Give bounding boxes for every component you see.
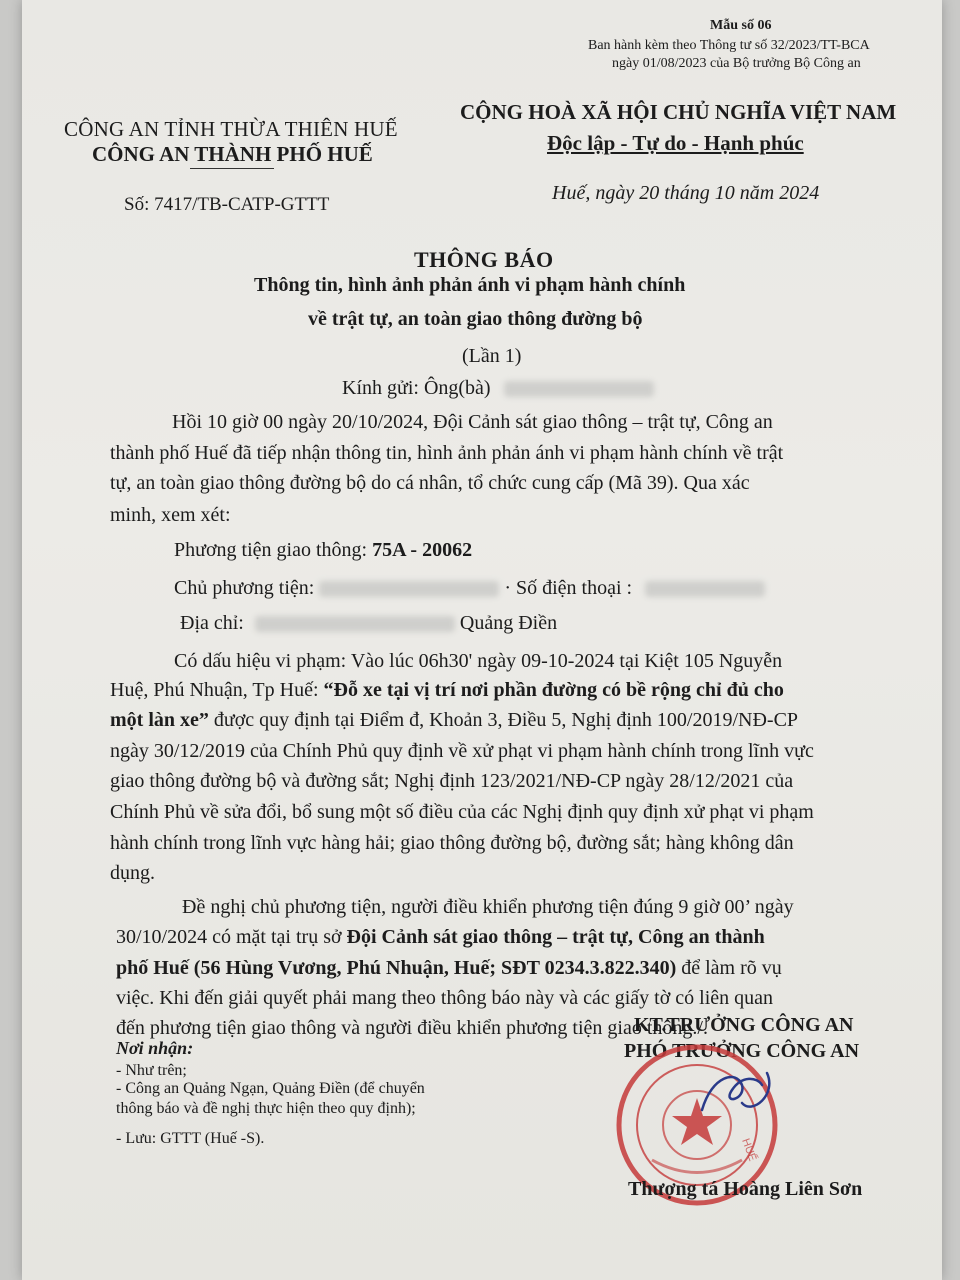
intro-line-1: Hồi 10 giờ 00 ngày 20/10/2024, Đội Cảnh sát giao thông – trật tự, Công an xyxy=(172,411,773,433)
recipient-line xyxy=(342,373,654,403)
document-title: THÔNG BÁO xyxy=(414,247,554,272)
license-plate: 75A - 20062 xyxy=(372,539,473,561)
request-line-2 xyxy=(116,922,765,952)
address-label: Địa chỉ: xyxy=(180,612,244,634)
handwritten-signature-icon xyxy=(682,1055,802,1135)
notice-count: (Lần 1) xyxy=(462,345,522,367)
signer-title-1: KT.TRƯỞNG CÔNG AN xyxy=(634,1014,854,1036)
intro-line-4: minh, xem xét: xyxy=(110,504,231,526)
recipients-item-1: - Như trên; xyxy=(116,1062,187,1079)
violation-legal-basis: được quy định tại Điểm đ, Khoản 3, Điều 5, Nghị định 100/2019/NĐ-CP xyxy=(208,709,799,731)
document-subtitle-1: Thông tin, hình ảnh phản ánh vi phạm hành chính xyxy=(254,274,686,296)
national-motto: Độc lập - Tự do - Hạnh phúc xyxy=(547,131,804,155)
request-line-4: việc. Khi đến giải quyết phải mang theo thông báo này và các giấy tờ có liên quan xyxy=(116,987,774,1009)
request-line-3 xyxy=(116,953,782,983)
intro-line-2: thành phố Huế đã tiếp nhận thông tin, hình ảnh phản ánh vi phạm hành chính về trật xyxy=(110,442,784,464)
violation-description: “Đỗ xe tại vị trí nơi phần đường có bề rộng chỉ đủ cho xyxy=(323,679,784,701)
signer-title-2: PHÓ TRƯỞNG CÔNG AN xyxy=(624,1040,860,1062)
form-number: Mẫu số 06 xyxy=(710,18,772,33)
recipients-item-2b: thông báo và đề nghị thực hiện theo quy định); xyxy=(116,1100,416,1117)
redacted-address xyxy=(255,616,455,632)
recipients-item-3: - Lưu: GTTT (Huế -S). xyxy=(116,1130,265,1147)
document-number: Số: 7417/TB-CATP-GTTT xyxy=(124,194,330,215)
recipient-label: Kính gửi: Ông(bà) xyxy=(342,377,491,399)
issue-date: Huế, ngày 20 tháng 10 năm 2024 xyxy=(552,182,820,204)
violation-description-end: một làn xe” xyxy=(110,709,209,731)
header-left-underline xyxy=(190,168,274,169)
violation-line-7: hành chính trong lĩnh vực hàng hải; giao thông đường bộ, đường sắt; hàng không dân xyxy=(110,832,794,854)
violation-line-6: Chính Phủ về sửa đổi, bổ sung một số điều của các Nghị định quy định xử phạt vi phạm xyxy=(110,801,814,823)
form-issued-line1: Ban hành kèm theo Thông tư số 32/2023/TT-BCA xyxy=(588,38,870,53)
redacted-phone xyxy=(645,581,765,597)
document-subtitle-2: về trật tự, an toàn giao thông đường bộ xyxy=(308,308,643,330)
vehicle-line xyxy=(174,535,472,565)
request-line-1: Đề nghị chủ phương tiện, người điều khiển phương tiện đúng 9 giờ 00’ ngày xyxy=(182,896,794,918)
violation-location: Huệ, Phú Nhuận, Tp Huế: xyxy=(110,679,324,701)
intro-line-3: tự, an toàn giao thông đường bộ do cá nhân, tổ chức cung cấp (Mã 39). Qua xác xyxy=(110,472,750,494)
redacted-owner-name xyxy=(319,581,499,597)
violation-line-8: dụng. xyxy=(110,862,155,884)
violation-line-3 xyxy=(110,705,798,735)
request-address: phố Huế (56 Hùng Vương, Phú Nhuận, Huế; SĐT 0234.3.822.340) xyxy=(116,957,677,979)
owner-line xyxy=(174,573,765,603)
recipients-label: Nơi nhận: xyxy=(116,1038,194,1058)
form-issued-line2: ngày 01/08/2023 của Bộ trưởng Bộ Công an xyxy=(612,56,861,71)
agency-province: CÔNG AN TỈNH THỪA THIÊN HUẾ xyxy=(64,117,398,141)
request-line-5: đến phương tiện giao thông và người điều khiển phương tiện giao thông./. xyxy=(116,1017,708,1039)
violation-line-1: Có dấu hiệu vi phạm: Vào lúc 06h30' ngày 09-10-2024 tại Kiệt 105 Nguyễn xyxy=(174,650,783,672)
address-line xyxy=(180,608,557,638)
vehicle-label: Phương tiện giao thông: xyxy=(174,539,373,561)
agency-city: CÔNG AN THÀNH PHỐ HUẾ xyxy=(92,142,373,166)
document-page xyxy=(22,0,942,1280)
address-district: Quảng Điền xyxy=(459,612,558,634)
recipients-item-2: - Công an Quảng Ngạn, Quảng Điền (để chuyển xyxy=(116,1080,425,1097)
request-office: Đội Cảnh sát giao thông – trật tự, Công an thành xyxy=(346,926,765,948)
national-title: CỘNG HOÀ XÃ HỘI CHỦ NGHĨA VIỆT NAM xyxy=(460,100,897,124)
signer-name: Thượng tá Hoàng Liên Sơn xyxy=(628,1178,863,1200)
redacted-recipient-name xyxy=(504,381,654,397)
owner-label: Chủ phương tiện: xyxy=(174,577,320,599)
request-purpose: để làm rõ vụ xyxy=(676,957,782,979)
violation-line-2 xyxy=(110,675,784,705)
request-date: 30/10/2024 có mặt tại trụ sở xyxy=(116,926,347,948)
violation-line-4: ngày 30/12/2019 của Chính Phủ quy định về xử phạt vi phạm hành chính trong lĩnh vực xyxy=(110,740,814,762)
svg-text:HUẾ: HUẾ xyxy=(739,1136,759,1163)
violation-line-5: giao thông đường bộ và đường sắt; Nghị định 123/2021/NĐ-CP ngày 28/12/2021 của xyxy=(110,770,794,792)
phone-label: · Số điện thoại : xyxy=(504,577,633,599)
